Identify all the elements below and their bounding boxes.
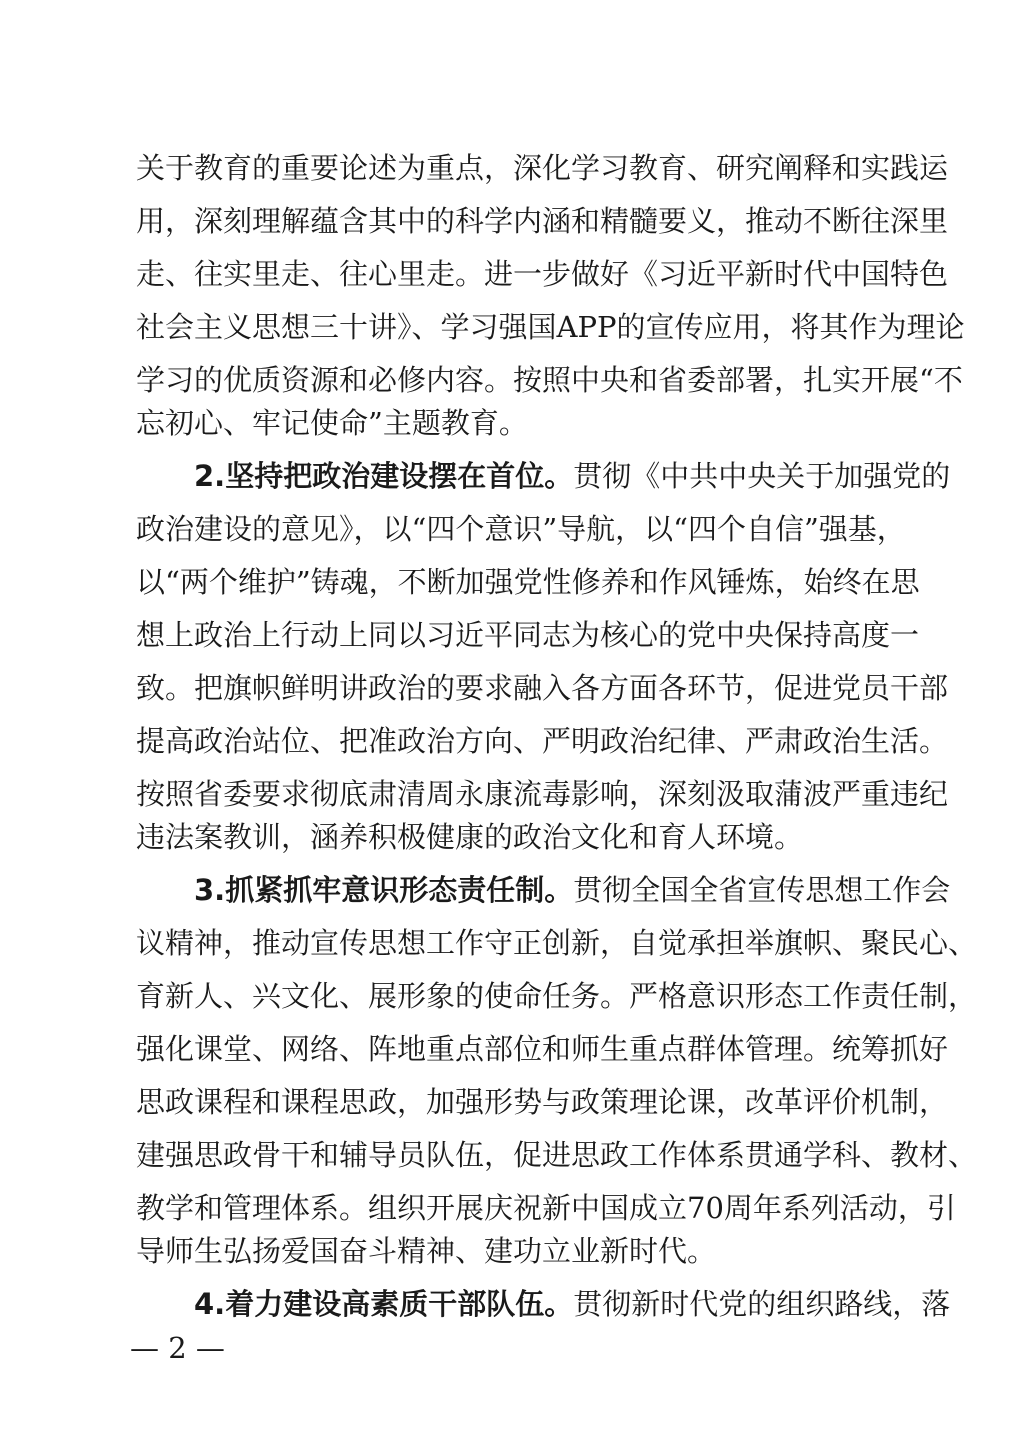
body-line: 提高政治站位、把准政治方向、严明政治纪律、严肃政治生活。 [136,724,949,758]
body-line: 违法案教训，涵养积极健康的政治文化和育人环境。 [136,820,804,854]
body-line: 导师生弘扬爱国奋斗精神、建功立业新时代。 [136,1234,717,1268]
section-heading: 2.坚持把政治建设摆在首位。 [194,459,574,493]
body-line: 以“两个维护”铸魂，不断加强党性修养和作风锤炼，始终在思 [136,565,920,599]
body-line: 政治建设的意见》，以“四个意识”导航，以“四个自信”强基， [136,512,906,546]
body-line: 忘初心、牢记使命”主题教育。 [136,406,528,440]
section-heading: 3.抓紧抓牢意识形态责任制。 [194,873,574,907]
body-line: 思政课程和课程思政，加强形势与政策理论课，改革评价机制， [136,1085,949,1119]
body-line: 想上政治上行动上同以习近平同志为核心的党中央保持高度一 [136,618,920,652]
body-line: 学习的优质资源和必修内容。按照中央和省委部署，扎实开展“不 [136,363,963,397]
section-heading-line: 4.着力建设高素质干部队伍。贯彻新时代党的组织路线，落 [194,1287,951,1321]
body-line: 按照省委要求彻底肃清周永康流毒影响，深刻汲取蒲波严重违纪 [136,777,949,811]
body-line: 议精神，推动宣传思想工作守正创新，自觉承担举旗帜、聚民心、 [136,926,978,960]
body-line: 走、往实里走、往心里走。进一步做好《习近平新时代中国特色 [136,257,949,291]
body-line: 教学和管理体系。组织开展庆祝新中国成立70周年系列活动，引 [136,1191,956,1225]
section-heading: 4.着力建设高素质干部队伍。 [194,1287,574,1321]
body-line: 用，深刻理解蕴含其中的科学内涵和精髓要义，推动不断往深里 [136,204,949,238]
body-line: 建强思政骨干和辅导员队伍，促进思政工作体系贯通学科、教材、 [136,1138,978,1172]
body-line: 社会主义思想三十讲》、学习强国APP的宣传应用，将其作为理论 [136,310,965,344]
section-heading-line: 2.坚持把政治建设摆在首位。贯彻《中共中央关于加强党的 [194,459,951,493]
section-heading-line: 3.抓紧抓牢意识形态责任制。贯彻全国全省宣传思想工作会 [194,873,951,907]
body-line: 关于教育的重要论述为重点，深化学习教育、研究阐释和实践运 [136,151,949,185]
body-line: 强化课堂、网络、阵地重点部位和师生重点群体管理。统筹抓好 [136,1032,949,1066]
body-line: 致。把旗帜鲜明讲政治的要求融入各方面各环节，促进党员干部 [136,671,949,705]
page-number: — 2 — [130,1331,225,1365]
body-line: 育新人、兴文化、展形象的使命任务。严格意识形态工作责任制， [136,979,978,1013]
